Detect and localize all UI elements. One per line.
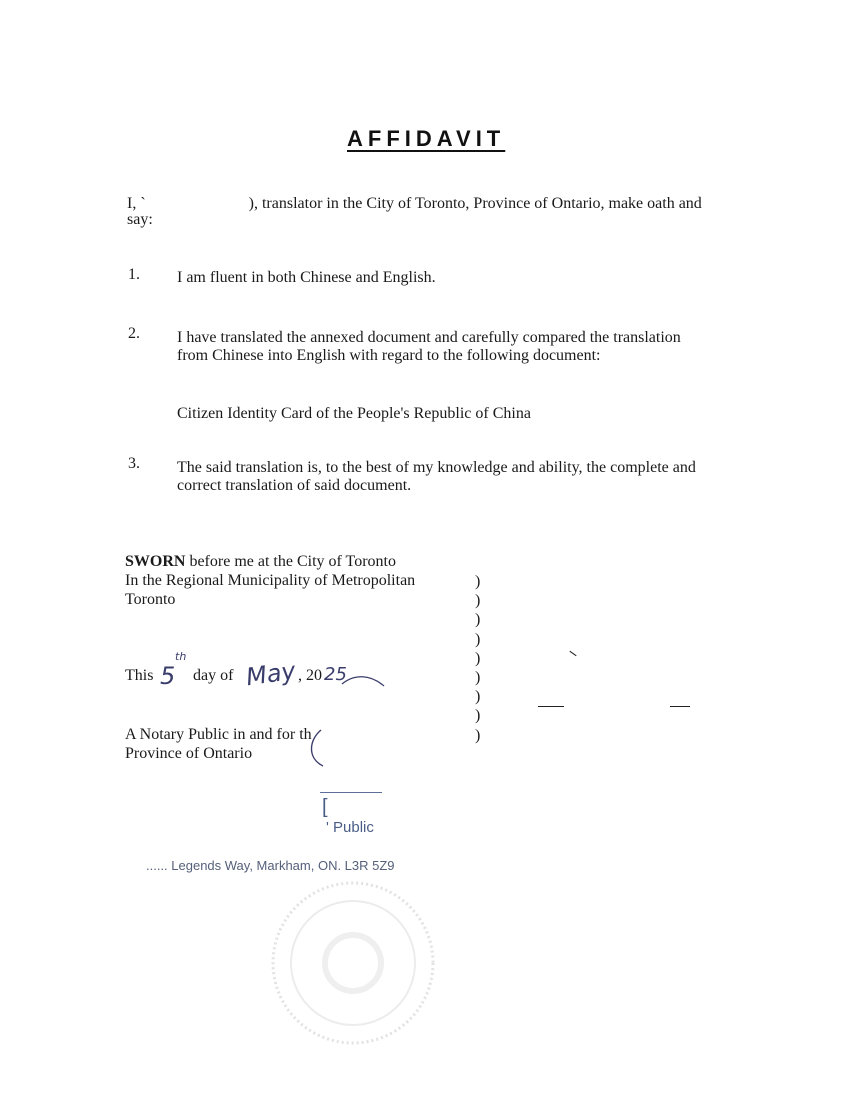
- municipality-line: In the Regional Municipality of Metropolitan: [125, 572, 416, 589]
- handwritten-day: 5: [160, 662, 176, 690]
- item-2-line-2: from Chinese into English with regard to the following document:: [177, 347, 601, 364]
- stray-mark-3: [569, 651, 576, 656]
- intro-suffix: ), translator in the City of Toronto, Province of Ontario, make oath and: [248, 195, 702, 212]
- item-1-number: 1.: [128, 266, 140, 283]
- item-3-number: 3.: [128, 455, 140, 472]
- notary-line-1: A Notary Public in and for th: [125, 726, 312, 743]
- stray-mark-2: [670, 706, 690, 707]
- intro-line-1: [127, 194, 702, 213]
- sworn-bold: SWORN: [125, 553, 186, 570]
- notary-line-2: Province of Ontario: [125, 745, 253, 762]
- signature-stroke: [305, 728, 327, 770]
- item-1-text: I am fluent in both Chinese and English.: [177, 269, 436, 286]
- document-name: Citizen Identity Card of the People's Republic of China: [177, 405, 531, 422]
- sworn-line: [125, 552, 396, 571]
- sworn-rest: before me at the City of Toronto: [185, 553, 396, 570]
- stamp-rule: [320, 792, 382, 793]
- year-flourish: [340, 672, 386, 692]
- stamp-bracket: [: [322, 796, 328, 818]
- intro-line-2: say:: [127, 211, 153, 228]
- handwritten-day-suffix: th: [175, 650, 187, 663]
- item-2-number: 2.: [128, 325, 140, 342]
- handwritten-year: 25: [324, 664, 347, 685]
- item-3-line-2: correct translation of said document.: [177, 477, 412, 494]
- notary-seal: [268, 878, 438, 1048]
- document-title: AFFIDAVIT: [347, 126, 506, 151]
- this-label: This: [125, 667, 154, 684]
- item-2-line-1: I have translated the annexed document and carefully compared the translation: [177, 329, 681, 346]
- stray-mark-1: [538, 706, 564, 707]
- stamp-address: ...... Legends Way, Markham, ON. L3R 5Z9: [146, 858, 395, 873]
- item-3-line-1: The said translation is, to the best of my knowledge and ability, the complete and: [177, 459, 696, 476]
- handwritten-month: May: [244, 656, 298, 692]
- toronto-line: Toronto: [125, 591, 176, 608]
- stamp-public-text: ' Public: [326, 819, 374, 836]
- year-prefix: , 20: [298, 667, 322, 684]
- parenthesis-column: ) ) ) ) ) ) ) ) ): [475, 573, 481, 744]
- day-of-label: day of: [193, 667, 234, 684]
- intro-prefix: I, `: [127, 195, 146, 212]
